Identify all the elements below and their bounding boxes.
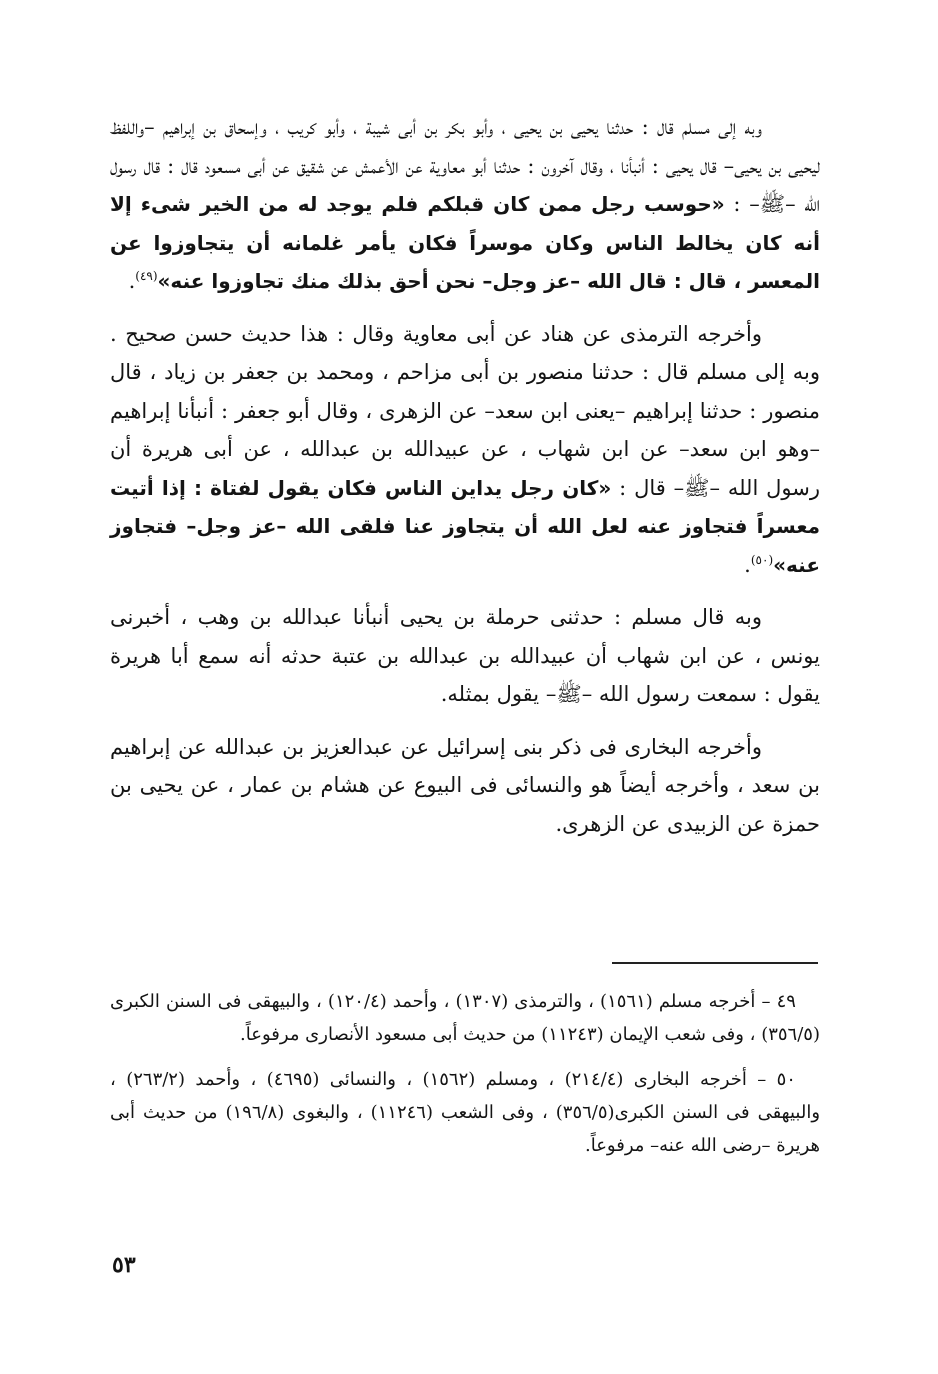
paragraph-1: [110, 108, 820, 301]
hadith-50-text: «كان رجل يداين الناس فكان يقول لفتاة : إذا أتيت معسراً فتجاوز عنه لعل الله أن يتجاوز عنا فلقى الله –عز وجل– فتجاوز عنه»: [110, 475, 820, 577]
paragraph-3: [110, 598, 820, 714]
paragraph-4-text: وأخرجه البخارى فى ذكر بنى إسرائيل عن عبدالعزيز بن عبدالله عن إبراهيم بن سعد ، وأخرجه أيضاً هو والنسائى فى البيوع عن هشام بن عمار ، عن يحيى بن حمزة عن الزبيدى عن الزهرى.: [110, 734, 820, 836]
paragraph-2: [110, 315, 820, 585]
page-number: ٥٣: [112, 1252, 136, 1278]
paragraph-3-text: وبه قال مسلم : حدثنى حرملة بن يحيى أنبأنا عبدالله بن وهب ، أخبرنى يونس ، عن ابن شهاب أن عبيدالله بن عبدالله بن عتبة حدثه أنه سمع أبا هريرة يقول : سمعت رسول الله –ﷺ– يقول بمثله.: [110, 605, 820, 706]
hadith-49-text: «حوسب رجل ممن كان قبلكم فلم يوجد له من الخير شىء إلا أنه كان يخالط الناس وكان موسراً فكان يأمر غلمانه أن يتجاوزوا عن المعسر ، قال : قال الله –عز وجل– نحن أحق بذلك منك تجاوزوا عنه»: [110, 192, 820, 293]
paragraph-2-end: .: [744, 552, 751, 577]
paragraph-2-text: وأخرجه الترمذى عن هناد عن أبى معاوية وقال : هذا حديث حسن صحيح . وبه إلى مسلم قال : حدثنا منصور بن أبى مزاحم ، ومحمد بن جعفر بن زياد ، قال منصور : حدثنا إبراهيم –يعنى ابن سعد– عن الزهرى ، وقال أبو جعفر : أنبأنا إبراهيم –وهو ابن سعد– عن ابن شهاب ، عن عبيدالله بن عبدالله ، عن أبى هريرة أن رسول الله –ﷺ– قال :: [110, 321, 820, 500]
footnote-ref-49[interactable]: (٤٩): [135, 269, 158, 283]
footnote-divider: [612, 962, 818, 964]
footnote-50: ٥٠ – أخرجه البخارى (٢١٤/٤) ، ومسلم (١٥٦٢) ، والنسائى (٤٦٩٥) ، وأحمد (٢٦٣/٢) ، والبيهقى فى السنن الكبرى(٣٥٦/٥) ، وفى الشعب (١١٢٤٦) ، والبغوى (١٩٦/٨) من حديث أبى هريرة –رضى الله عنه– مرفوعاً.: [110, 1069, 821, 1156]
paragraph-4: [110, 728, 820, 844]
footnote-49: ٤٩ – أخرجه مسلم (١٥٦١) ، والترمذى (١٣٠٧) ، وأحمد (١٢٠/٤) ، والبيهقى فى السنن الكبرى (٣٥٦/٥) ، وفى شعب الإيمان (١١٢٤٣) من حديث أبى مسعود الأنصارى مرفوعاً.: [110, 991, 820, 1045]
paragraph-1-end: .: [128, 269, 136, 293]
footnote-ref-50[interactable]: (٥٠): [750, 552, 774, 567]
main-text: [110, 108, 820, 857]
footnotes: [110, 985, 820, 1174]
paragraph-1-text: وبه إلى مسلم قال : حدثنا يحيى بن يحيى ، وأبو بكر بن أبى شيبة ، وأبو كريب ، وإسحاق بن إبراهيم –واللفظ ليحيى بن يحيى– قال يحيى : أنبأنا ، وقال آخرون : حدثنا أبو معاوية عن الأعمش عن شقيق عن أبى مسعود قال : قال رسول الله –ﷺ– :: [110, 115, 820, 216]
